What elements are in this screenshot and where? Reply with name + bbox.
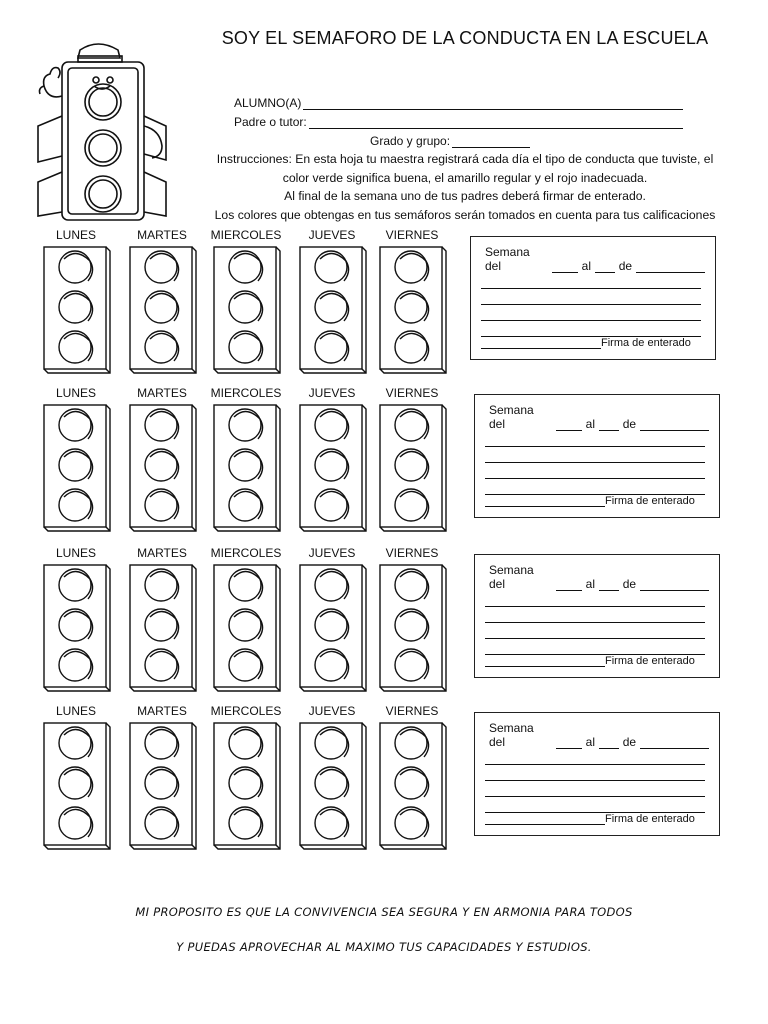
day-column[interactable] <box>40 704 112 851</box>
note-line[interactable] <box>485 462 705 463</box>
signature-blank[interactable] <box>485 494 605 507</box>
grado-label: Grado y grupo: <box>370 134 451 148</box>
al-label: al <box>585 735 596 749</box>
week-signature-box[interactable] <box>474 554 720 678</box>
de-label: de <box>618 259 633 273</box>
al-label: al <box>585 577 596 591</box>
footer-line-1: MI PROPOSITO ES QUE LA CONVIVENCIA SEA SEGURA Y EN ARMONIA PARA TODOS <box>135 905 633 919</box>
semana-label: Semana del <box>485 245 530 273</box>
day-column[interactable] <box>376 546 448 693</box>
signature-row <box>485 654 709 667</box>
day-label: MIERCOLES <box>210 704 282 718</box>
week-signature-box[interactable] <box>470 236 716 360</box>
de-label: de <box>622 735 637 749</box>
day-label: MARTES <box>137 546 187 560</box>
day-column[interactable] <box>376 386 448 533</box>
day-label: VIERNES <box>385 228 439 242</box>
date-blank[interactable] <box>599 736 619 749</box>
date-blank[interactable] <box>640 418 709 431</box>
footer-line-2: Y PUEDAS APROVECHAR AL MAXIMO TUS CAPACIDADES Y ESTUDIOS. <box>176 940 592 954</box>
day-label: JUEVES <box>308 386 356 400</box>
day-label: MARTES <box>137 228 187 242</box>
day-label: MARTES <box>137 704 187 718</box>
day-column[interactable] <box>40 386 112 533</box>
signature-row <box>485 812 709 825</box>
week-signature-box[interactable] <box>474 394 720 518</box>
alumno-line[interactable] <box>303 97 683 110</box>
traffic-light-icon <box>376 719 448 851</box>
al-label: al <box>585 417 596 431</box>
date-blank[interactable] <box>556 736 582 749</box>
firma-label: Firma de enterado <box>605 655 695 667</box>
traffic-light-icon <box>126 401 198 533</box>
day-label: VIERNES <box>385 546 439 560</box>
day-label: JUEVES <box>308 546 356 560</box>
de-label: de <box>622 417 637 431</box>
week-row <box>40 228 730 378</box>
week-signature-box[interactable] <box>474 712 720 836</box>
semana-label: Semana del <box>489 403 534 431</box>
date-blank[interactable] <box>599 418 619 431</box>
signature-row <box>485 494 709 507</box>
day-label: LUNES <box>55 228 96 242</box>
day-column[interactable] <box>210 546 282 693</box>
firma-label: Firma de enterado <box>605 495 695 507</box>
traffic-light-icon <box>296 401 368 533</box>
note-line[interactable] <box>481 304 701 305</box>
note-line[interactable] <box>485 478 705 479</box>
traffic-light-icon <box>210 719 282 851</box>
day-column[interactable] <box>296 386 368 533</box>
traffic-light-icon <box>126 719 198 851</box>
day-label: JUEVES <box>308 228 356 242</box>
note-line[interactable] <box>485 796 705 797</box>
padre-field[interactable] <box>234 115 683 129</box>
note-line[interactable] <box>481 288 701 289</box>
signature-row <box>481 336 705 349</box>
day-column[interactable] <box>126 228 198 375</box>
day-column[interactable] <box>126 546 198 693</box>
signature-blank[interactable] <box>485 812 605 825</box>
semana-line <box>485 563 709 591</box>
instructions-line: Instrucciones: En esta hoja tu maestra registrará cada día el tipo de conducta que tuviste, el <box>216 152 714 166</box>
date-blank[interactable] <box>640 578 709 591</box>
day-label: LUNES <box>55 546 96 560</box>
day-column[interactable] <box>40 546 112 693</box>
note-line[interactable] <box>485 638 705 639</box>
traffic-light-icon <box>126 243 198 375</box>
day-label: MIERCOLES <box>210 386 282 400</box>
day-column[interactable] <box>40 228 112 375</box>
traffic-light-icon <box>40 243 112 375</box>
day-column[interactable] <box>296 228 368 375</box>
semana-line <box>481 245 705 273</box>
day-column[interactable] <box>210 386 282 533</box>
page-title: SOY EL SEMAFORO DE LA CONDUCTA EN LA ESCUELA <box>221 28 709 48</box>
day-column[interactable] <box>210 228 282 375</box>
date-blank[interactable] <box>640 736 709 749</box>
traffic-light-icon <box>296 561 368 693</box>
instructions-line: Al final de la semana uno de tus padres deberá firmar de enterado. <box>284 189 646 203</box>
signature-blank[interactable] <box>485 654 605 667</box>
traffic-light-icon <box>376 561 448 693</box>
date-blank[interactable] <box>595 260 615 273</box>
day-label: JUEVES <box>308 704 356 718</box>
day-column[interactable] <box>126 386 198 533</box>
instructions <box>190 150 740 224</box>
week-row <box>40 704 730 854</box>
signature-blank[interactable] <box>481 336 601 349</box>
traffic-light-icon <box>210 401 282 533</box>
day-label: LUNES <box>55 704 96 718</box>
note-line[interactable] <box>485 446 705 447</box>
date-blank[interactable] <box>636 260 705 273</box>
week-row <box>40 386 730 536</box>
date-blank[interactable] <box>599 578 619 591</box>
alumno-field[interactable] <box>234 96 683 110</box>
instructions-line: color verde significa buena, el amarillo regular y el rojo inadecuada. <box>282 170 648 185</box>
semana-label: Semana del <box>489 721 534 749</box>
firma-label: Firma de enterado <box>605 813 695 825</box>
traffic-light-mascot-icon <box>28 36 188 226</box>
week-row <box>40 546 730 696</box>
traffic-light-icon <box>296 719 368 851</box>
date-blank[interactable] <box>552 260 578 273</box>
day-label: MARTES <box>137 386 187 400</box>
al-label: al <box>581 259 592 273</box>
note-line[interactable] <box>485 764 705 765</box>
day-column[interactable] <box>296 704 368 851</box>
semana-line <box>485 721 709 749</box>
traffic-light-icon <box>210 561 282 693</box>
date-blank[interactable] <box>556 418 582 431</box>
day-column[interactable] <box>210 704 282 851</box>
padre-line[interactable] <box>309 116 683 129</box>
alumno-label: ALUMNO(A) <box>234 96 302 110</box>
firma-label: Firma de enterado <box>601 337 691 349</box>
traffic-light-icon <box>40 719 112 851</box>
traffic-light-icon <box>40 561 112 693</box>
grado-line[interactable] <box>452 135 530 148</box>
day-label: MIERCOLES <box>210 228 282 242</box>
day-label: LUNES <box>55 386 96 400</box>
traffic-light-icon <box>376 243 448 375</box>
traffic-light-icon <box>296 243 368 375</box>
note-line[interactable] <box>481 320 701 321</box>
note-line[interactable] <box>485 606 705 607</box>
day-column[interactable] <box>376 228 448 375</box>
traffic-light-icon <box>40 401 112 533</box>
note-line[interactable] <box>485 622 705 623</box>
instructions-line: Los colores que obtengas en tus semáforos serán tomados en cuenta para tus calificaciones <box>214 207 716 222</box>
semana-line <box>485 403 709 431</box>
semana-label: Semana del <box>489 563 534 591</box>
day-label: VIERNES <box>385 386 439 400</box>
day-label: VIERNES <box>385 704 439 718</box>
grado-field[interactable] <box>370 134 530 148</box>
padre-label: Padre o tutor: <box>234 115 307 129</box>
traffic-light-icon <box>126 561 198 693</box>
date-blank[interactable] <box>556 578 582 591</box>
day-column[interactable] <box>376 704 448 851</box>
day-column[interactable] <box>126 704 198 851</box>
traffic-light-icon <box>210 243 282 375</box>
day-label: MIERCOLES <box>210 546 282 560</box>
note-line[interactable] <box>485 780 705 781</box>
de-label: de <box>622 577 637 591</box>
traffic-light-icon <box>376 401 448 533</box>
day-column[interactable] <box>296 546 368 693</box>
